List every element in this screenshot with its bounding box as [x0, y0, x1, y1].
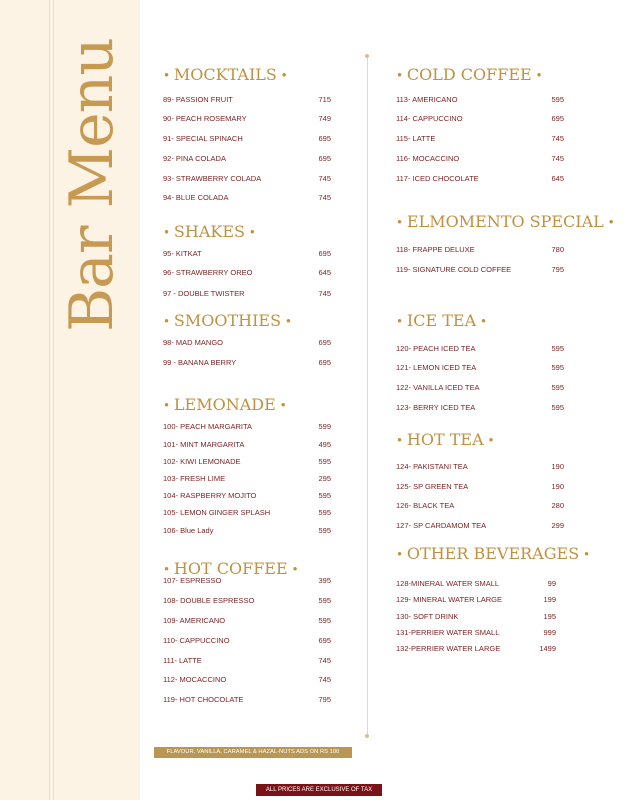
section-title: OTHER BEVERAGES	[406, 544, 580, 563]
column-divider	[367, 56, 368, 736]
menu-item-price: 695	[318, 249, 331, 258]
bullet-dot: •	[281, 314, 292, 329]
menu-item-name: 91- SPECIAL SPINACH	[163, 134, 243, 143]
bullet-dot: •	[603, 215, 615, 230]
menu-item-price: 695	[318, 134, 331, 143]
menu-item-price: 795	[318, 695, 331, 704]
bullet-dot: •	[396, 215, 407, 230]
menu-item-name: 100- PEACH MARGARITA	[163, 422, 253, 431]
menu-item-name: 127- SP CARDAMOM TEA	[396, 521, 487, 530]
section-heading-mocktails	[163, 65, 288, 84]
menu-item-price: 595	[318, 526, 331, 535]
menu-item-price: 595	[551, 344, 564, 353]
section-heading-ice-tea	[396, 311, 487, 330]
menu-item-price: 695	[551, 114, 564, 123]
menu-item-name: 101- MINT MARGARITA	[163, 440, 245, 449]
menu-item-price: 595	[551, 95, 564, 104]
menu-item-price: 745	[318, 656, 331, 665]
menu-item-price: 1499	[539, 644, 556, 653]
menu-item-name: 113- AMERICANO	[396, 95, 458, 104]
menu-item-name: 118- FRAPPE DELUXE	[396, 245, 475, 254]
menu-item-name: 90- PEACH ROSEMARY	[163, 114, 247, 123]
menu-item-name: 109- AMERICANO	[163, 616, 226, 625]
section-heading-other-beverages	[396, 544, 590, 563]
tax-footer: ALL PRICES ARE EXCLUSIVE OF TAX	[256, 784, 382, 796]
menu-item-price: 295	[318, 474, 331, 483]
menu-item-name: 94- BLUE COLADA	[163, 193, 229, 202]
section-title: MOCKTAILS	[173, 65, 277, 84]
section-title: SHAKES	[173, 222, 245, 241]
menu-item-name: 131-PERRIER WATER SMALL	[396, 628, 500, 637]
menu-item-name: 125- SP GREEN TEA	[396, 482, 469, 491]
band-line	[49, 0, 50, 800]
menu-item-price: 715	[318, 95, 331, 104]
section-title: ELMOMENTO SPECIAL	[406, 212, 604, 231]
divider-dot	[365, 734, 369, 738]
menu-item-name: 106- Blue Lady	[163, 526, 214, 535]
menu-item-price: 749	[318, 114, 331, 123]
menu-item-price: 595	[318, 616, 331, 625]
bullet-dot: •	[163, 398, 174, 413]
bullet-dot: •	[163, 562, 174, 577]
menu-item-name: 120- PEACH ICED TEA	[396, 344, 476, 353]
section-title: LEMONADE	[173, 395, 276, 414]
bullet-dot: •	[396, 68, 407, 83]
menu-item-price: 299	[551, 521, 564, 530]
menu-item-name: 102- KIWI LEMONADE	[163, 457, 241, 466]
menu-item-price: 695	[318, 636, 331, 645]
menu-item-name: 129- MINERAL WATER LARGE	[396, 595, 502, 604]
menu-item-price: 595	[318, 491, 331, 500]
bullet-dot: •	[163, 68, 174, 83]
menu-item-price: 695	[318, 358, 331, 367]
menu-item-name: 110- CAPPUCCINO	[163, 636, 230, 645]
bullet-dot: •	[396, 547, 407, 562]
bullet-dot: •	[483, 433, 495, 448]
bullet-dot: •	[396, 433, 407, 448]
bullet-dot: •	[287, 562, 299, 577]
menu-item-name: 130- SOFT DRINK	[396, 612, 459, 621]
menu-item-price: 495	[318, 440, 331, 449]
menu-item-name: 123- BERRY ICED TEA	[396, 403, 476, 412]
menu-item-name: 128-MINERAL WATER SMALL	[396, 579, 500, 588]
menu-item-price: 695	[318, 154, 331, 163]
band-line	[53, 0, 54, 800]
divider-dot	[365, 54, 369, 58]
menu-item-price: 280	[551, 501, 564, 510]
bullet-dot: •	[163, 225, 174, 240]
menu-item-price: 695	[318, 338, 331, 347]
menu-item-price: 595	[318, 508, 331, 517]
bullet-dot: •	[476, 314, 488, 329]
menu-item-name: 119- HOT CHOCOLATE	[163, 695, 244, 704]
menu-item-price: 595	[551, 383, 564, 392]
menu-item-name: 112- MOCACCINO	[163, 675, 227, 684]
menu-item-price: 595	[318, 457, 331, 466]
menu-item-price: 745	[318, 174, 331, 183]
bullet-dot: •	[163, 314, 174, 329]
menu-item-name: 93- STRAWBERRY COLADA	[163, 174, 262, 183]
section-heading-cold-coffee	[396, 65, 543, 84]
menu-item-price: 190	[551, 482, 564, 491]
menu-item-price: 745	[551, 154, 564, 163]
section-title: COLD COFFEE	[406, 65, 532, 84]
menu-item-price: 745	[318, 193, 331, 202]
menu-item-price: 595	[551, 403, 564, 412]
menu-item-name: 107- ESPRESSO	[163, 576, 222, 585]
section-title: ICE TEA	[406, 311, 477, 330]
bullet-dot: •	[244, 225, 256, 240]
bullet-dot: •	[396, 314, 407, 329]
menu-item-name: 103- FRESH LIME	[163, 474, 226, 483]
menu-item-name: 99 - BANANA BERRY	[163, 358, 237, 367]
menu-item-price: 999	[543, 628, 556, 637]
menu-item-price: 99	[547, 579, 556, 588]
menu-item-price: 395	[318, 576, 331, 585]
section-title: HOT TEA	[406, 430, 484, 449]
menu-item-price: 645	[551, 174, 564, 183]
menu-item-name: 116- MOCACCINO	[396, 154, 460, 163]
menu-item-name: 126- BLACK TEA	[396, 501, 455, 510]
menu-item-price: 199	[543, 595, 556, 604]
menu-item-name: 132-PERRIER WATER LARGE	[396, 644, 501, 653]
menu-item-price: 795	[551, 265, 564, 274]
menu-item-name: 122- VANILLA ICED TEA	[396, 383, 480, 392]
menu-item-price: 745	[551, 134, 564, 143]
menu-item-name: 105- LEMON GINGER SPLASH	[163, 508, 271, 517]
menu-item-price: 780	[551, 245, 564, 254]
menu-item-name: 97 - DOUBLE TWISTER	[163, 289, 245, 298]
menu-item-price: 745	[318, 289, 331, 298]
bullet-dot: •	[275, 398, 287, 413]
menu-item-name: 119- SIGNATURE COLD COFFEE	[396, 265, 512, 274]
menu-item-name: 96- STRAWBERRY OREO	[163, 268, 253, 277]
bullet-dot: •	[531, 68, 543, 83]
section-heading-smoothies	[163, 311, 292, 330]
section-heading-hot-tea	[396, 430, 495, 449]
menu-item-name: 98- MAD MANGO	[163, 338, 224, 347]
menu-item-name: 104- RASPBERRY MOJITO	[163, 491, 257, 500]
menu-item-price: 599	[318, 422, 331, 431]
menu-item-name: 95- KITKAT	[163, 249, 202, 258]
menu-item-name: 114- CAPPUCCINO	[396, 114, 463, 123]
bullet-dot: •	[579, 547, 591, 562]
menu-item-name: 108- DOUBLE ESPRESSO	[163, 596, 255, 605]
section-heading-shakes	[163, 222, 256, 241]
menu-item-name: 92- PINA COLADA	[163, 154, 226, 163]
menu-item-price: 190	[551, 462, 564, 471]
section-title: HOT COFFEE	[173, 559, 288, 578]
menu-item-price: 645	[318, 268, 331, 277]
section-heading-elmomento	[396, 212, 615, 231]
menu-item-name: 115- LATTE	[396, 134, 436, 143]
menu-item-name: 89- PASSION FRUIT	[163, 95, 233, 104]
page-title: Bar Menu	[57, 38, 127, 332]
menu-item-price: 595	[551, 363, 564, 372]
menu-item-price: 595	[318, 596, 331, 605]
menu-item-name: 111- LATTE	[163, 656, 202, 665]
menu-item-price: 745	[318, 675, 331, 684]
bullet-dot: •	[276, 68, 288, 83]
menu-item-price: 195	[543, 612, 556, 621]
menu-item-name: 124- PAKISTANI TEA	[396, 462, 468, 471]
flavour-note: FLAVOUR, VANILLA, CARAMEL & HAZAL-NUTS ADS ON RS 100	[154, 747, 352, 758]
section-title: SMOOTHIES	[173, 311, 282, 330]
menu-item-name: 121- LEMON ICED TEA	[396, 363, 477, 372]
section-heading-lemonade	[163, 395, 287, 414]
menu-item-name: 117- ICED CHOCOLATE	[396, 174, 479, 183]
